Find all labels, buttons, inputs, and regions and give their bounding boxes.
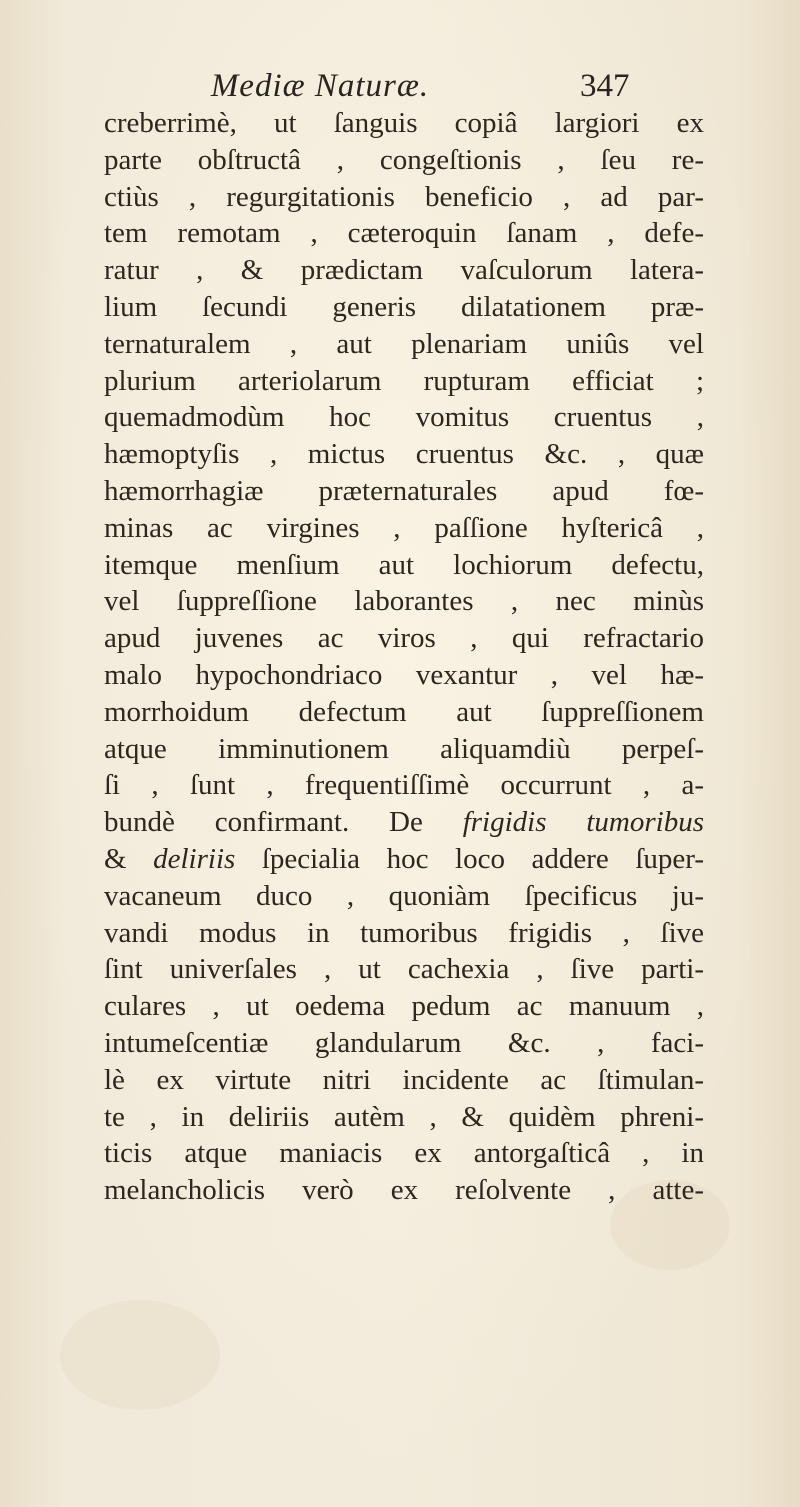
text-span: &: [104, 842, 154, 875]
italic-span: deliriis: [153, 842, 236, 875]
text-line: [104, 179, 704, 216]
text-line: [104, 583, 704, 620]
page-number: 347: [580, 68, 630, 104]
text-line: [104, 142, 704, 179]
paper-stain: [60, 1300, 220, 1410]
text-span: atque imminutionem aliquamdiù perpeſ-: [104, 732, 704, 765]
text-span: culares , ut oedema pedum ac manuum ,: [104, 990, 704, 1023]
text-span: minas ac virgines , paſſione hyſtericâ ,: [104, 511, 704, 544]
text-line: [104, 473, 704, 510]
text-line: [104, 731, 704, 768]
text-line: [104, 326, 704, 363]
text-span: itemque menſium aut lochiorum defectu,: [104, 548, 704, 581]
text-line: [104, 105, 704, 142]
text-line: [104, 289, 704, 326]
text-span: parte obſtructâ , congeſtionis , ſeu re-: [104, 143, 704, 176]
body-text: [104, 105, 704, 1209]
text-span: ternaturalem , aut plenariam uniûs vel: [104, 327, 704, 360]
text-span: malo hypochondriaco vexantur , vel hæ-: [104, 658, 704, 691]
text-line: [104, 878, 704, 915]
text-span: ſi , ſunt , frequentiſſimè occurrunt , a-: [104, 769, 704, 802]
text-line: [104, 436, 704, 473]
text-span: bundè confirmant. De: [104, 806, 463, 839]
text-line: [104, 547, 704, 584]
text-line: [104, 215, 704, 252]
text-span: ratur , & prædictam vaſculorum latera-: [104, 254, 704, 287]
text-line: [104, 988, 704, 1025]
text-span: hæmoptyſis , mictus cruentus &c. , quæ: [104, 438, 704, 471]
text-span: ſint univerſales , ut cachexia , ſive parti-: [104, 953, 704, 986]
text-line: [104, 510, 704, 547]
italic-span: frigidis tumoribus: [462, 806, 704, 839]
text-line: [104, 1172, 704, 1209]
text-span: hæmorrhagiæ præternaturales apud fœ-: [104, 474, 704, 507]
text-line: [104, 399, 704, 436]
text-span: lium ſecundi generis dilatationem præ-: [104, 290, 704, 323]
text-span: vandi modus in tumoribus frigidis , ſive: [104, 916, 704, 949]
text-span: vel ſuppreſſione laborantes , nec minùs: [104, 585, 704, 618]
text-line: [104, 841, 704, 878]
text-line: [104, 252, 704, 289]
text-span: creberrimè, ut ſanguis copiâ largiori ex: [104, 107, 704, 139]
text-line: [104, 620, 704, 657]
text-span: melancholicis verò ex reſolvente , atte-: [104, 1174, 704, 1207]
text-span: tem remotam , cæteroquin ſanam , defe-: [104, 217, 704, 250]
text-line: [104, 804, 704, 841]
text-span: ticis atque maniacis ex antorgaſticâ , in: [104, 1137, 704, 1170]
text-span: plurium arteriolarum rupturam efficiat ;: [104, 364, 704, 397]
text-line: [104, 363, 704, 400]
text-line: [104, 1062, 704, 1099]
text-line: [104, 1135, 704, 1172]
text-line: [104, 657, 704, 694]
text-span: lè ex virtute nitri incidente ac ſtimulan-: [104, 1063, 704, 1096]
running-title: Mediæ Naturæ.: [210, 68, 430, 104]
text-line: [104, 767, 704, 804]
text-span: intumeſcentiæ glandularum &c. , faci-: [104, 1026, 704, 1059]
text-line: [104, 1099, 704, 1136]
text-span: ctiùs , regurgitationis beneficio , ad par-: [104, 180, 704, 213]
text-line: [104, 951, 704, 988]
text-span: apud juvenes ac viros , qui refractario: [104, 622, 704, 655]
text-span: vacaneum duco , quoniàm ſpecificus ju-: [104, 879, 704, 912]
text-line: [104, 1025, 704, 1062]
text-span: quemadmodùm hoc vomitus cruentus ,: [104, 401, 704, 434]
text-span: ſpecialia hoc loco addere ſuper-: [235, 842, 704, 875]
text-line: [104, 694, 704, 731]
text-line: [104, 915, 704, 952]
text-span: morrhoidum defectum aut ſuppreſſionem: [104, 695, 704, 728]
text-span: te , in deliriis autèm , & quidèm phreni-: [104, 1100, 704, 1133]
